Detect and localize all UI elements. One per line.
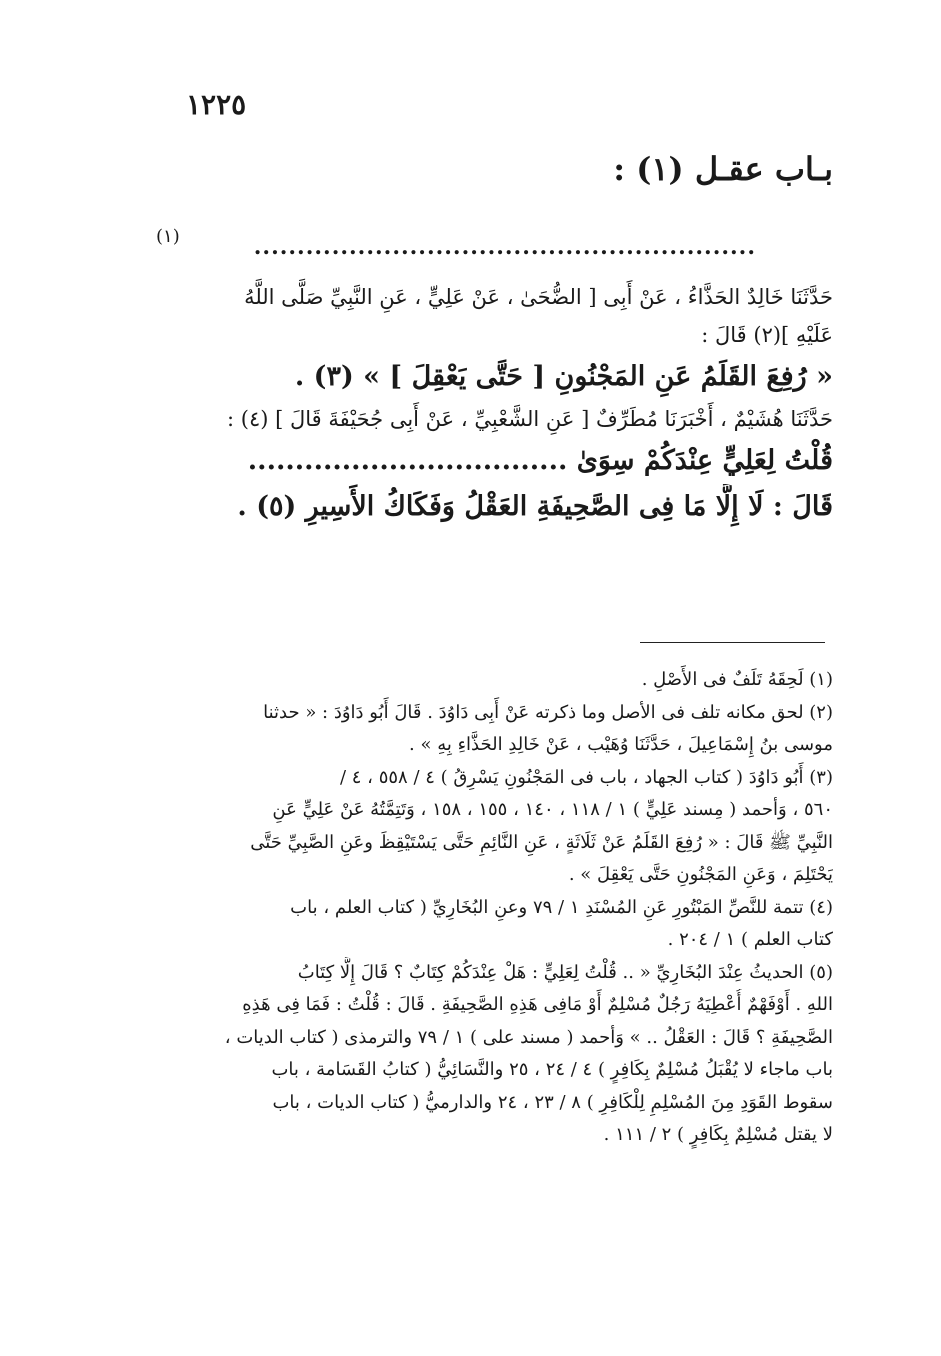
footnote-line: (٢) لحق مكانه تلف فى الأصل وما ذكرته عَنْ أَبِى دَاوُدَ . قَالَ أَبُو دَاوُدَ : « حدثنا xyxy=(263,701,833,723)
narration-line: عَلَيْهِ ](٢) قَالَ : xyxy=(701,323,833,347)
footnote-line: النَّبِيِّ ﷺ قَالَ : « رُفِعَ القَلَمُ عَنْ ثَلَاثَةٍ ، عَنِ النَّائِمِ حَتَّى يَسْتَيْقِظَ وعَنِ الصَّبِيِّ حَتَّى xyxy=(250,831,833,853)
footnote-line: (٤) تتمة للنَّصِّ المَبْتُورِ عَنِ المُسْنَدِ ١ / ٧٩ وعنِ البُخَارِيِّ ( كتاب العلم ، باب xyxy=(290,896,833,918)
narration-line: حَدَّثَنَا خَالِدٌ الحَذَّاءُ ، عَنْ أَبِى [ الضُّحَىٰ ، عَنْ عَلِيٍّ ، عَنِ النَّبِيِّ صَلَّى اللَّهُ xyxy=(244,285,833,309)
footnote-line: باب ماجاء لا يُقْبَلُ مُسْلِمٌ بِكَافِرٍ ) ٤ / ٢٤ ، ٢٥ والنَّسَائِيُّ ( كتابُ القَسَامة ، باب xyxy=(271,1059,833,1080)
lacuna-line xyxy=(156,226,756,260)
footnote-line: سقوط القَوَدِ مِنَ المُسْلِمِ لِلْكَافِرِ ) ٨ / ٢٣ ، ٢٤ والدارميُّ ( كتاب الديات ، باب xyxy=(272,1091,833,1113)
narration-line: حَدَّثَنَا هُشَيْمٌ ، أَخْبَرَنَا مُطَرِّفٌ [ عَنِ الشَّعْبِيِّ ، عَنْ أَبِى جُحَيْفَةَ قَالَ ] (٤) : xyxy=(227,407,833,431)
footnote-line: (٣) أَبُو دَاوُدَ ( كتاب الجهاد ، باب فى المَجْنُونِ يَسْرِقُ ) ٤ / ٥٥٨ ، ٤ / xyxy=(339,766,833,788)
footnote-line: اللهِ . أَوْفَهْمٌ أُعْطِيَهُ رَجُلٌ مُسْلِمٌ أَوْ مَافِى هَذِهِ الصَّحِيفَةِ . قَالَ : قُلْتُ : فَمَا فِى هَذِهِ xyxy=(242,994,833,1015)
footnote-line: يَحْتَلِمَ ، وَعَنِ المَجْنُونِ حَتَّى يَعْقِلَ » . xyxy=(568,864,833,885)
footnote-line: (٥) الحديثُ عِنْدَ البُخَارِيِّ « .. قُلْتُ لِعَلِيٍّ : هَلْ عِنْدَكُمْ كِتَابٌ ؟ قَالَ إِلَّا كِتَابُ xyxy=(297,961,833,983)
footnotes xyxy=(153,664,833,1152)
hadith-text: قَالَ : لَا إِلَّا مَا فِى الصَّحِيفَةِ العَقْلُ وَفَكَاكُ الأَسِيرِ (٥) . xyxy=(237,491,833,522)
footnote-line: ٥٦٠ ، وَأحمد ( مِسند عَلِيٍّ ) ١ / ١١٨ ، ١٤٠ ، ١٥٥ ، ١٥٨ ، وَتَتِمَّتُهُ عَنْ عَلِيٍّ عَنِ xyxy=(272,799,833,820)
footnote-line: كتاب العلم ) ١ / ٢٠٤ . xyxy=(667,929,833,950)
lacuna-dots: .......................................................... xyxy=(253,234,756,260)
chapter-title: بـاب عقـل (١) : xyxy=(613,150,833,188)
footnote-line: موسى بنُ إِسْمَاعِيلَ ، حَدَّثَنَا وُهَيْب ، عَنْ خَالِدِ الحَذَّاءِ بِهِ » . xyxy=(409,734,833,755)
hadith-text: « رُفِعَ القَلَمُ عَنِ المَجْنُونِ [ حَتَّى يَعْقِلَ ] » (٣) . xyxy=(294,361,833,392)
main-text xyxy=(173,278,833,530)
page-number: ١٢٢٥ xyxy=(186,88,247,121)
hadith-text: قُلْتُ لِعَلِيٍّ عِنْدَكُمْ سِوَىٰ .................................. xyxy=(247,445,833,476)
footnote-separator xyxy=(640,642,825,643)
footnote-line: (١) لَحِقَهُ تَلَفٌ فى الأَصْلِ . xyxy=(641,669,833,690)
footnote-line: لا يقتل مُسْلِمٌ بِكَافِرٍ ) ٢ / ١١١ . xyxy=(603,1124,833,1145)
lacuna-footnote-ref: (١) xyxy=(156,226,180,247)
footnote-line: الصَّحِيفَةِ ؟ قَالَ : العَقْلُ .. » وَأحمد ( مسند على ) ١ / ٧٩ والترمذى ( كتاب الديات ، xyxy=(224,1026,833,1048)
